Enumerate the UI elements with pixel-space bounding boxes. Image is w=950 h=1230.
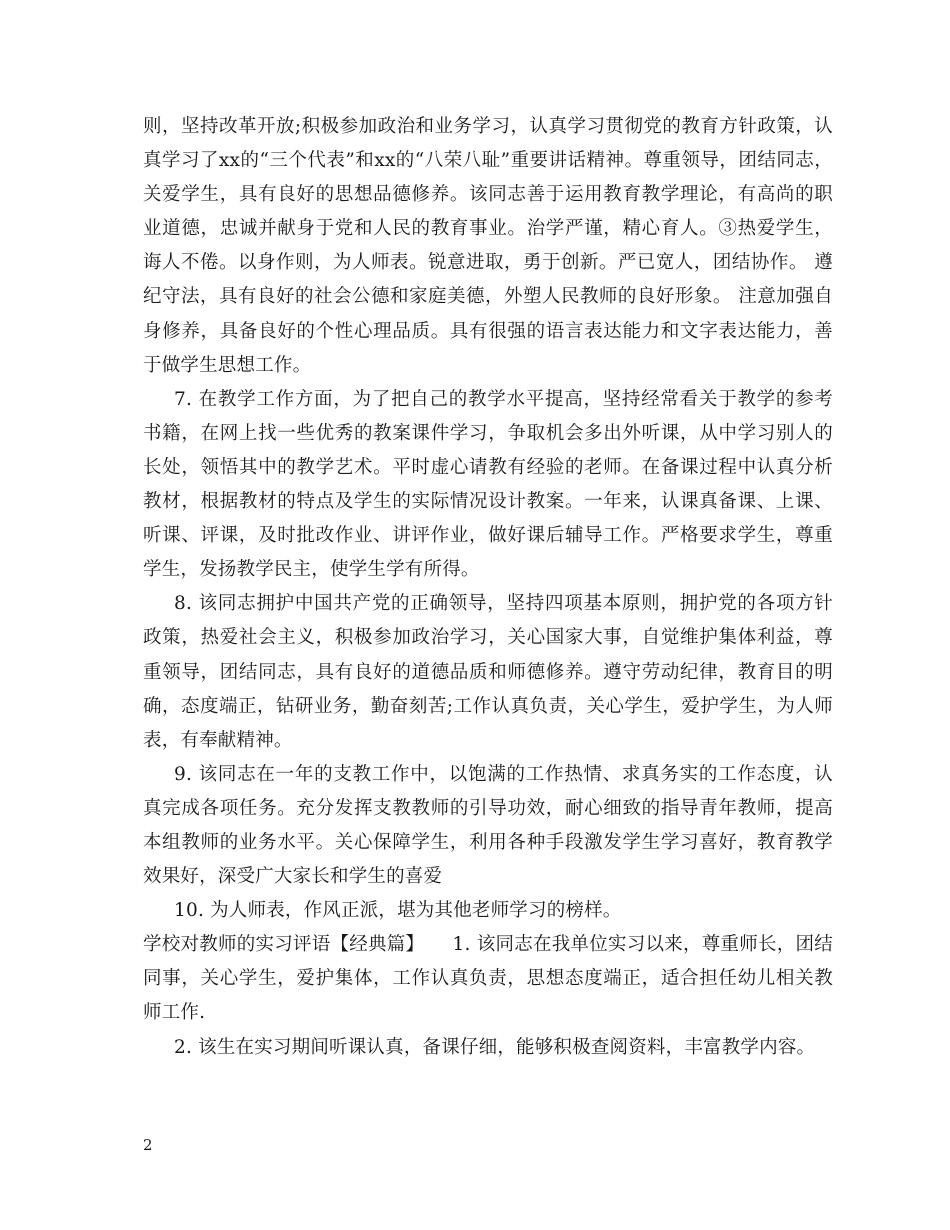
section-heading-paragraph: 学校对教师的实习评语【经典篇】 1. 该同志在我单位实习以来，尊重师长，团结同事，关心学生，爱护集体，工作认真负责，思想态度端正，适合担任幼儿相关教师工作. bbox=[143, 934, 833, 1024]
paragraph-item-7: 7. 在教学工作方面，为了把自己的教学水平提高，坚持经常看关于教学的参考书籍，在网上找一些优秀的教案课件学习，争取机会多出外听课，从中学习别人的长处，领悟其中的教学艺术。平时虚心请教有经验的老师。在备课过程中认真分析教材，根据教材的特点及学生的实际情况设计教案。一年来，认课真备课、上课、听课、评课，及时批改作业、讲评作业，做好课后辅导工作。严格要求学生，尊重学生，发扬教学民主，使学生学有所得。 bbox=[143, 388, 833, 581]
page-number: 2 bbox=[143, 1136, 153, 1154]
paragraph-item-2: 2. 该生在实习期间听课认真，备课仔细，能够积极查阅资料，丰富教学内容。 bbox=[174, 1036, 816, 1058]
paragraph-1: 则，坚持改革开放;积极参加政治和业务学习，认真学习贯彻党的教育方针政策，认真学习了xx的“三个代表”和xx的“八荣八耻”重要讲话精神。尊重领导，团结同志，关爱学生，具有良好的思想品德修养。该同志善于运用教育教学理论，有高尚的职业道德，忠诚并献身于党和人民的教育事业。治学严谨，精心育人。③热爱学生，诲人不倦。以身作则，为人师表。锐意进取，勇于创新。严已宽人，团结协作。 遵纪守法，具有良好的社会公德和家庭美德，外塑人民教师的良好形象。 注意加强自身修养，具备良好的个性心理品质。具有很强的语言表达能力和文字表达能力，善于做学生思想工作。 bbox=[143, 116, 833, 376]
paragraph-item-9: 9. 该同志在一年的支教工作中，以饱满的工作热情、求真务实的工作态度，认真完成各项任务。充分发挥支教教师的引导功效，耐心细致的指导青年教师，提高本组教师的业务水平。关心保障学生，利用各种手段激发学生学习喜好，教育教学效果好，深受广大家长和学生的喜爱 bbox=[143, 763, 833, 888]
paragraph-item-10: 10. 为人师表，作风正派，堪为其他老师学习的榜样。 bbox=[174, 900, 622, 922]
paragraph-item-8: 8. 该同志拥护中国共产党的正确领导，坚持四项基本原则，拥护党的各项方针政策，热爱社会主义，积极参加政治学习，关心国家大事，自觉维护集体利益，尊重领导，团结同志，具有良好的道德品质和师德修养。遵守劳动纪律，教育目的明确，态度端正，钻研业务，勤奋刻苦;工作认真负责，关心学生，爱护学生，为人师表，有奉献精神。 bbox=[143, 593, 833, 751]
document-body bbox=[143, 110, 833, 1065]
